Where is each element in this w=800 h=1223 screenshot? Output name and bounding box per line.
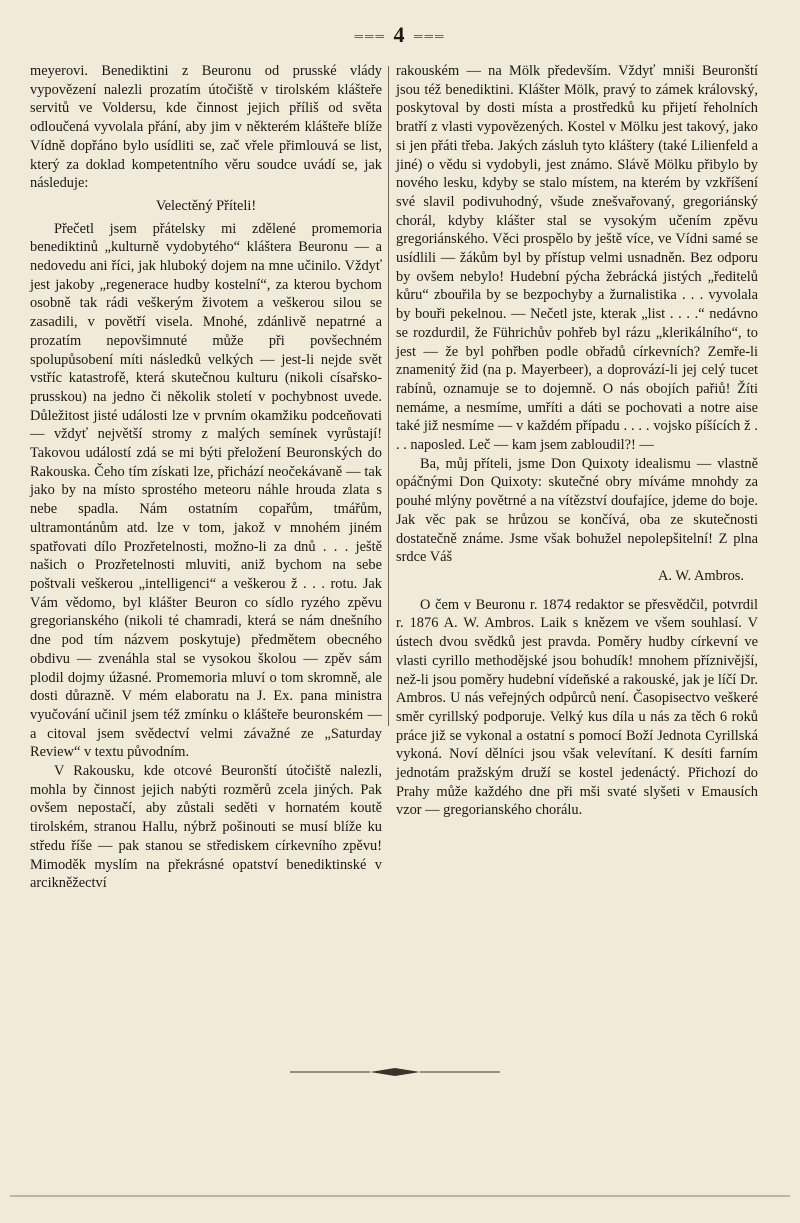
page-number: [0, 22, 800, 48]
section-end-ornament: [290, 1066, 500, 1078]
editorial-paragraph: O čem v Beuronu r. 1874 redaktor se přesvědčil, potvrdil r. 1876 A. W. Ambros. Laik s knězem ve všem souhlasí. V ústech dvou svědků jest pravda. Poměry hudby církevní ve vlasti cyrillo methodějské jsou bohudík! mnohem příznivější, než-li jsou poměry hudební vídeňské a rakouské, jak je líčí Dr. Ambros. U nás veřejných odpůrců není. Časopisectvo veškeré směr cyrillský podporuje. Velký kus díla u nás za těch 6 roků práce již se vykonal a ostatní s pomocí Boží Jednota Cyrillská vykoná. Noví dělníci jsou však velevítaní. K desíti farním jednotám pražským druží se kostel jedenáctý. Přichozí do Prahy může každého dne při mši svaté slyšeti v Emausích vzor — gregorianského chorálu.: [396, 596, 758, 819]
column-divider: [388, 66, 389, 726]
letter-body-paragraph: Přečetl jsem přátelsky mi zdělené promemoria benediktinů „kulturně vydobytého“ kláštera Beuronu — a nedovedu ani říci, jak hluboký dojem na mne učinilo. Vždyť jest jakoby „regenerace hudby kostelní“, za kterou bychom osobně tak rádi veškerým životem a veškerou silou se zasadili, v povětří visela. Mnohé, zdánlivě nepatrné a prozatím nepovšimnuté může při povšechném spolupůsobení míti následků velkých — jest-li nejde svět vstříc katastrofě, která skutečnou kulturu (nikoli císařsko-prusskou) na jedno či několik století v pochybnost uvede. Důležitost jisté události lze v prvním okamžiku podceňovati — vždyť největší stromy z malých semínek vyrůstají! Takovou událostí zdá se mi býti přeložení Beuronských do Rakouska. Čeho tím získati lze, přichází neočekávaně — tak jako by na místo sprostého meteoru náhle hrouda zlata s nebe spadla. Nám ostatním copařům, tmářům, ultramontánům atd. lze v tom, jakož v mnohém jiném spatřovati dílo Prozřetelnosti, možno-li za dnů . . . ještě našich o Prozřetelnosti mluviti, aniž bychom na sebe poštvali veškerou „intelligenci“ a veškerou ž . . . rotu. Jak Vám vědomo, byl klášter Beuron co sídlo ryzého zpěvu gregorianského (nikoli té chamradi, která se nám dnešního dne pod tím názvem poskytuje) předmětem obecného obdivu — zvenáhla stal se vysokou školou — zpěv sám plodil dojmy úžasné. Promemoria mluví o tom skromně, ale dosti důrazně. V mém elaboratu na J. Ex. pana ministra vyučování učinil jsem též zmínku o klášteře beuronském — a citoval jsem svědectví velmi závažné ze „Saturday Review“ v textu původním.: [30, 220, 382, 761]
letter-body-paragraph: rakouském — na Mölk především. Vždyť mniši Beuronští jsou též benediktini. Klášter Mölk, pravý to zámek královský, poskytoval by dosti místa a prostředků ku přijetí řeholních bratří z vlasti vypovězených. Kostel v Mölku jest takový, jako si jen přáti třeba. Jakých zásluh tyto kláštery (také Lilienfeld a jiné) o vědu si vydobyli, jest známo. Slávě Mölku přibylo by nového lesku, kdyby se stalo místem, na kterém by vzkříšení své slavil podivuhodný, všude znešvařovaný, gregoriánský chorál, kdyby klášter stal se vysokým učením zpěvu gregoriánského. Věci prospělo by ještě více, ve Vídni samé se usídlili — žákům byl by přístup velmi usnadněn. Bez odporu by ovšem nebylo! Hudební pýcha žebrácká jistých „ředitelů kůru“ zbouřila by se bezpochyby a žurnalistika . . . vyvolala by bouři pekelnou. — Nečetl jste, kterak „list . . . .“ nedávno se rozdurdil, že Führichův pohřeb byl rázu „klerikálního“, to jest — že byl pohřben podle obřadů církevních? Zemře-li znamenitý žid (na p. Mayerbeer), a doprovází-li jej celý tucet rabínů, oznamuje se to dojemně. O nás obojích pařiů! Žíti nemáme, a nesmíme, umříti a dáti se pochovati a notre aise také již nesmíme — v každém případu . . . . vojsko píšících ž . . . naposled. Leč — kam jsem zabloudil?! —: [396, 63, 758, 454]
page-number-flourish-right: ═══: [414, 29, 446, 44]
letter-closing-paragraph: Ba, můj příteli, jsme Don Quixoty idealismu — vlastně opáčnými Don Quixoty: skutečné obry míváme mnohdy za pouhé mlýny povětrné a na vítězství doufajíce, jdeme do boje. Jak věc pak se hrůzou se končívá, oba ze skutečnosti dostatečně známe. Jsme však bohužel nepolepšitelní! Z plna srdce Váš: [396, 455, 758, 566]
right-column: [396, 62, 758, 820]
left-column: [30, 62, 382, 893]
letter-signature: A. W. Ambros.: [658, 567, 744, 584]
page-bottom-edge: [10, 1195, 790, 1197]
paragraph-continuation: meyerovi. Benediktini z Beuronu od prusské vlády vypovězení nalezli prozatím útočiště v tirolském klášteře servitů ve Voldersu, kde činnost jejich příliš od světa odloučená vyvolala přání, aby jim v některém klášteře blíže Vídně dopřáno bylo usídliti se, zač vřele přimlouvá se list, který za doklad kompetentního věru soudce uvádí se, jak následuje:: [30, 63, 382, 192]
letter-salutation: Velectěný Příteli!: [155, 197, 257, 214]
letter-body-paragraph: V Rakousku, kde otcové Beuronští útočiště nalezli, mohla by činnost jejich nabýti rozměrů zcela jiných. Pak ovšem nepostačí, aby zůstali seděti v hornatém koutě tirolském, stranou Hallu, nýbrž pošinouti se musí blíže ku středu říše — pak stanou se střediskem církevního zpěvu! Mimoděk myslím na překrásné opatství benediktinské v arcikněžectví: [30, 763, 382, 892]
page-number-value: 4: [393, 22, 407, 47]
page-number-flourish-left: ═══: [354, 29, 386, 44]
